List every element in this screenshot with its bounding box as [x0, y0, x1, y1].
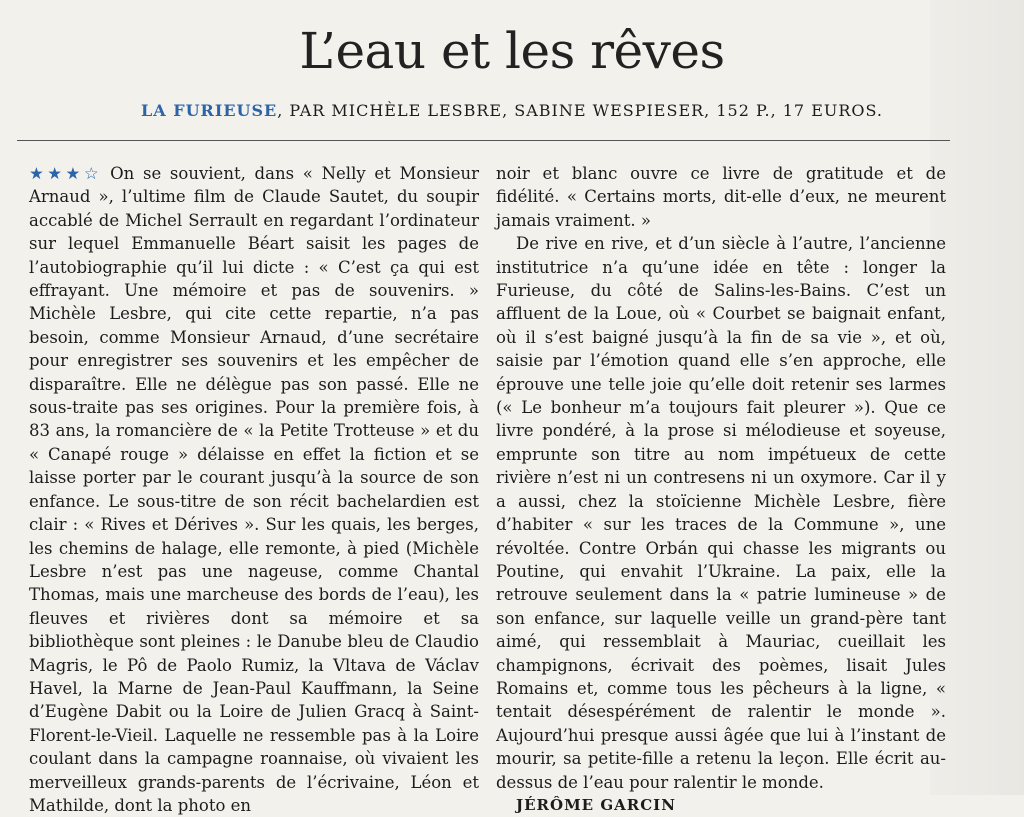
column2-paragraph-1: noir et blanc ouvre ce livre de gratitude et de fidélité. « Certains morts, dit-elle d’eux, ne meurent jamais vraiment. » [496, 164, 946, 230]
book-meta: , PAR MICHÈLE LESBRE, SABINE WESPIESER, 152 P., 17 EUROS. [277, 101, 883, 120]
article-paragraph [29, 162, 479, 817]
rating-stars: ★★★☆ [29, 164, 103, 183]
article-title: L’eau et les rêves [299, 22, 725, 80]
column2-paragraph-2: De rive en rive, et d’un siècle à l’autre, l’ancienne institutrice n’a qu’une idée en tête : longer la Furieuse, du côté de Salins-les-Bains. C’est un affluent de la Loue, où « Courbet se baignait enfant, où il s’est baigné jusqu’à la fin de sa vie », et où, saisie par l’émotion quand elle s’en approche, elle éprouve une telle joie qu’elle doit retenir ses larmes (« Le bonheur m’a toujours fait pleurer »). Que ce livre pondéré, à la prose si mélodieuse et soyeuse, emprunte son titre au nom impétueux de cette rivière n’est ni un contresens ni un oxymore. Car il y a aussi, chez la stoïcienne Michèle Lesbre, fière d’habiter « sur les traces de la Commune », une révoltée. Contre Orbán qui chasse les migrants ou Poutine, qui envahit l’Ukraine. La paix, elle la retrouve seulement dans la « patrie lumineuse » de son enfance, sur laquelle veille un grand-père tant aimé, qui ressemblait à Mauriac, cueillait les champignons, écrivait des poèmes, lisait Jules Romains et, comme tous les pêcheurs à la ligne, « tentait désespérément de ralentir le monde ». Aujourd’hui presque aussi âgée que lui à l’instant de mourir, sa petite-fille a retenu la leçon. Elle écrit au-dessus de l’eau pour ralentir le monde. [496, 234, 946, 792]
article-column-right [496, 162, 946, 817]
article-column-left [29, 162, 479, 817]
book-reference [0, 101, 1024, 120]
author-signature: JÉRÔME GARCIN [516, 795, 676, 814]
book-title: LA FURIEUSE [140, 101, 278, 120]
column1-text: On se souvient, dans « Nelly et Monsieur Arnaud », l’ultime film de Claude Sautet, du soupir accablé de Michel Serrault en regardant l’ordinateur sur lequel Emmanuelle Béart saisit les pages de l’autobiographie qu’il lui dicte : « C’est ça qui est effrayant. Une mémoire et pas de souvenirs. » Michèle Lesbre, qui cite cette repartie, n’a pas besoin, comme Monsieur Arnaud, d’une secrétaire pour enregistrer ses souvenirs et les empêcher de disparaître. Elle ne délègue pas son passé. Elle ne sous-traite pas ses origines. Pour la première fois, à 83 ans, la romancière de « la Petite Trotteuse » et du « Canapé rouge » délaisse en effet la fiction et se laisse porter par le courant jusqu’à la source de son enfance. Le sous-titre de son récit bachelardien est clair : « Rives et Dérives ». Sur les quais, les berges, les chemins de halage, elle remonte, à pied (Michèle Lesbre n’est pas une nageuse, comme Chantal Thomas, mais une marcheuse des bords de l’eau), les fleuves et rivières dont sa mémoire et sa bibliothèque sont pleines : le Danube bleu de Claudio Magris, le Pô de Paolo Rumiz, la Vltava de Václav Havel, la Marne de Jean-Paul Kauffmann, la Seine d’Eugène Dabit ou la Loire de Julien Gracq à Saint-Florent-le-Vieil. Laquelle ne ressemble pas à la Loire coulant dans la campagne roannaise, où vivaient les merveilleux grands-parents de l’écrivaine, Léon et Mathilde, dont la photo en [29, 164, 479, 815]
header-divider [17, 140, 950, 141]
